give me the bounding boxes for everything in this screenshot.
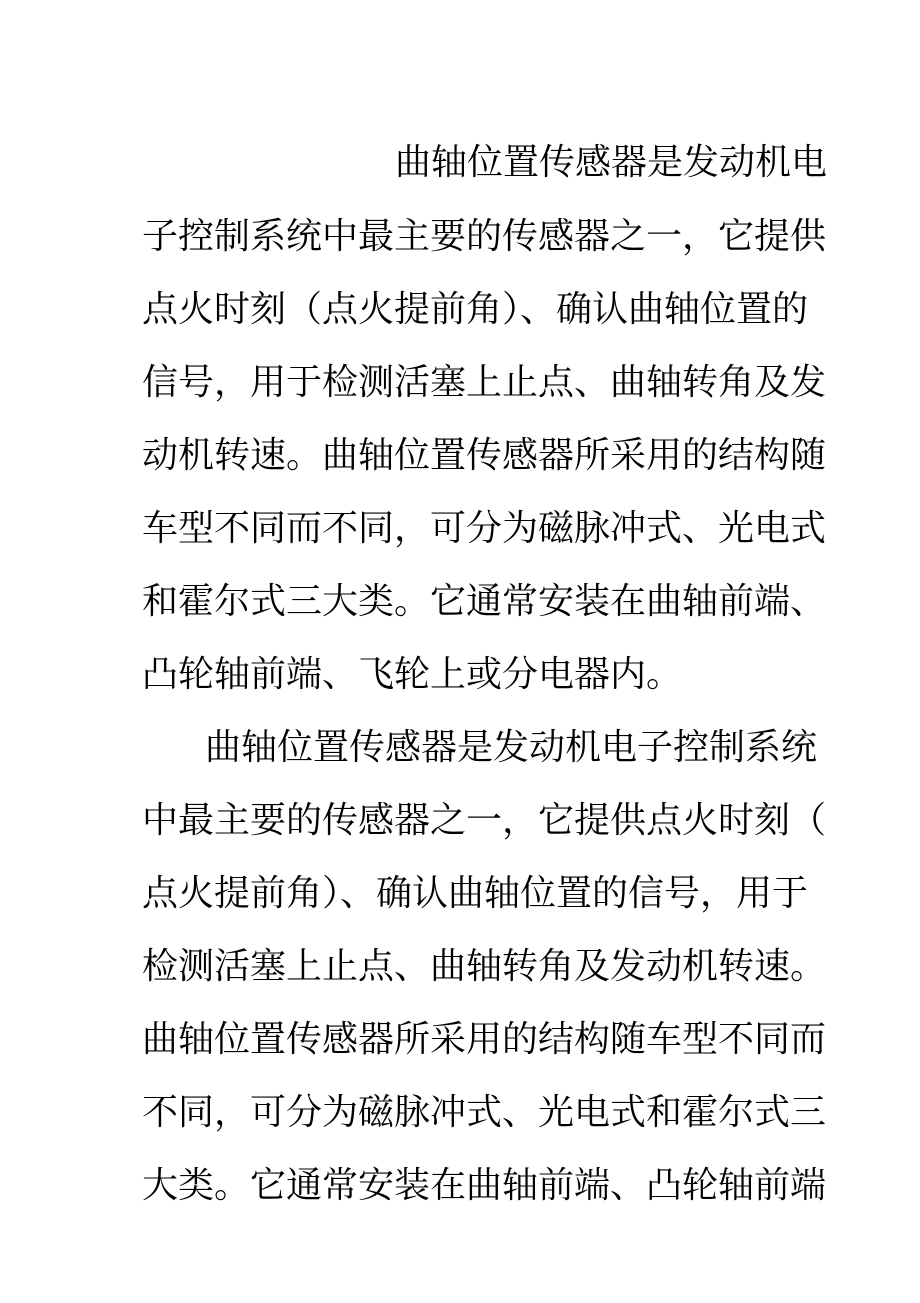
text-line: 点火提前角）、确认曲轴位置的信号，用于 bbox=[142, 873, 809, 914]
text-line: 点火时刻（点火提前角）、确认曲轴位置的 bbox=[142, 289, 809, 330]
text-line: 曲轴位置传感器是发动机电子控制系统 bbox=[205, 727, 818, 768]
text-line: 信号，用于检测活塞上止点、曲轴转角及发 bbox=[142, 362, 827, 403]
text-line: 动机转速。曲轴位置传感器所采用的结构随 bbox=[142, 435, 827, 476]
text-line: 子控制系统中最主要的传感器之一，它提供 bbox=[142, 216, 827, 257]
text-line: 大类。它通常安装在曲轴前端、凸轮轴前端 bbox=[142, 1165, 827, 1206]
text-line: 曲轴位置传感器所采用的结构随车型不同而 bbox=[142, 1019, 827, 1060]
text-line: 不同，可分为磁脉冲式、光电式和霍尔式三 bbox=[142, 1092, 827, 1133]
text-line: 凸轮轴前端、飞轮上或分电器内。 bbox=[142, 654, 683, 695]
text-line: 和霍尔式三大类。它通常安装在曲轴前端、 bbox=[142, 581, 827, 622]
text-line: 曲轴位置传感器是发动机电 bbox=[395, 142, 828, 183]
text-line: 车型不同而不同，可分为磁脉冲式、光电式 bbox=[142, 508, 827, 549]
text-line: 检测活塞上止点、曲轴转角及发动机转速。 bbox=[142, 946, 827, 987]
text-line: 中最主要的传感器之一，它提供点火时刻（ bbox=[142, 800, 827, 841]
